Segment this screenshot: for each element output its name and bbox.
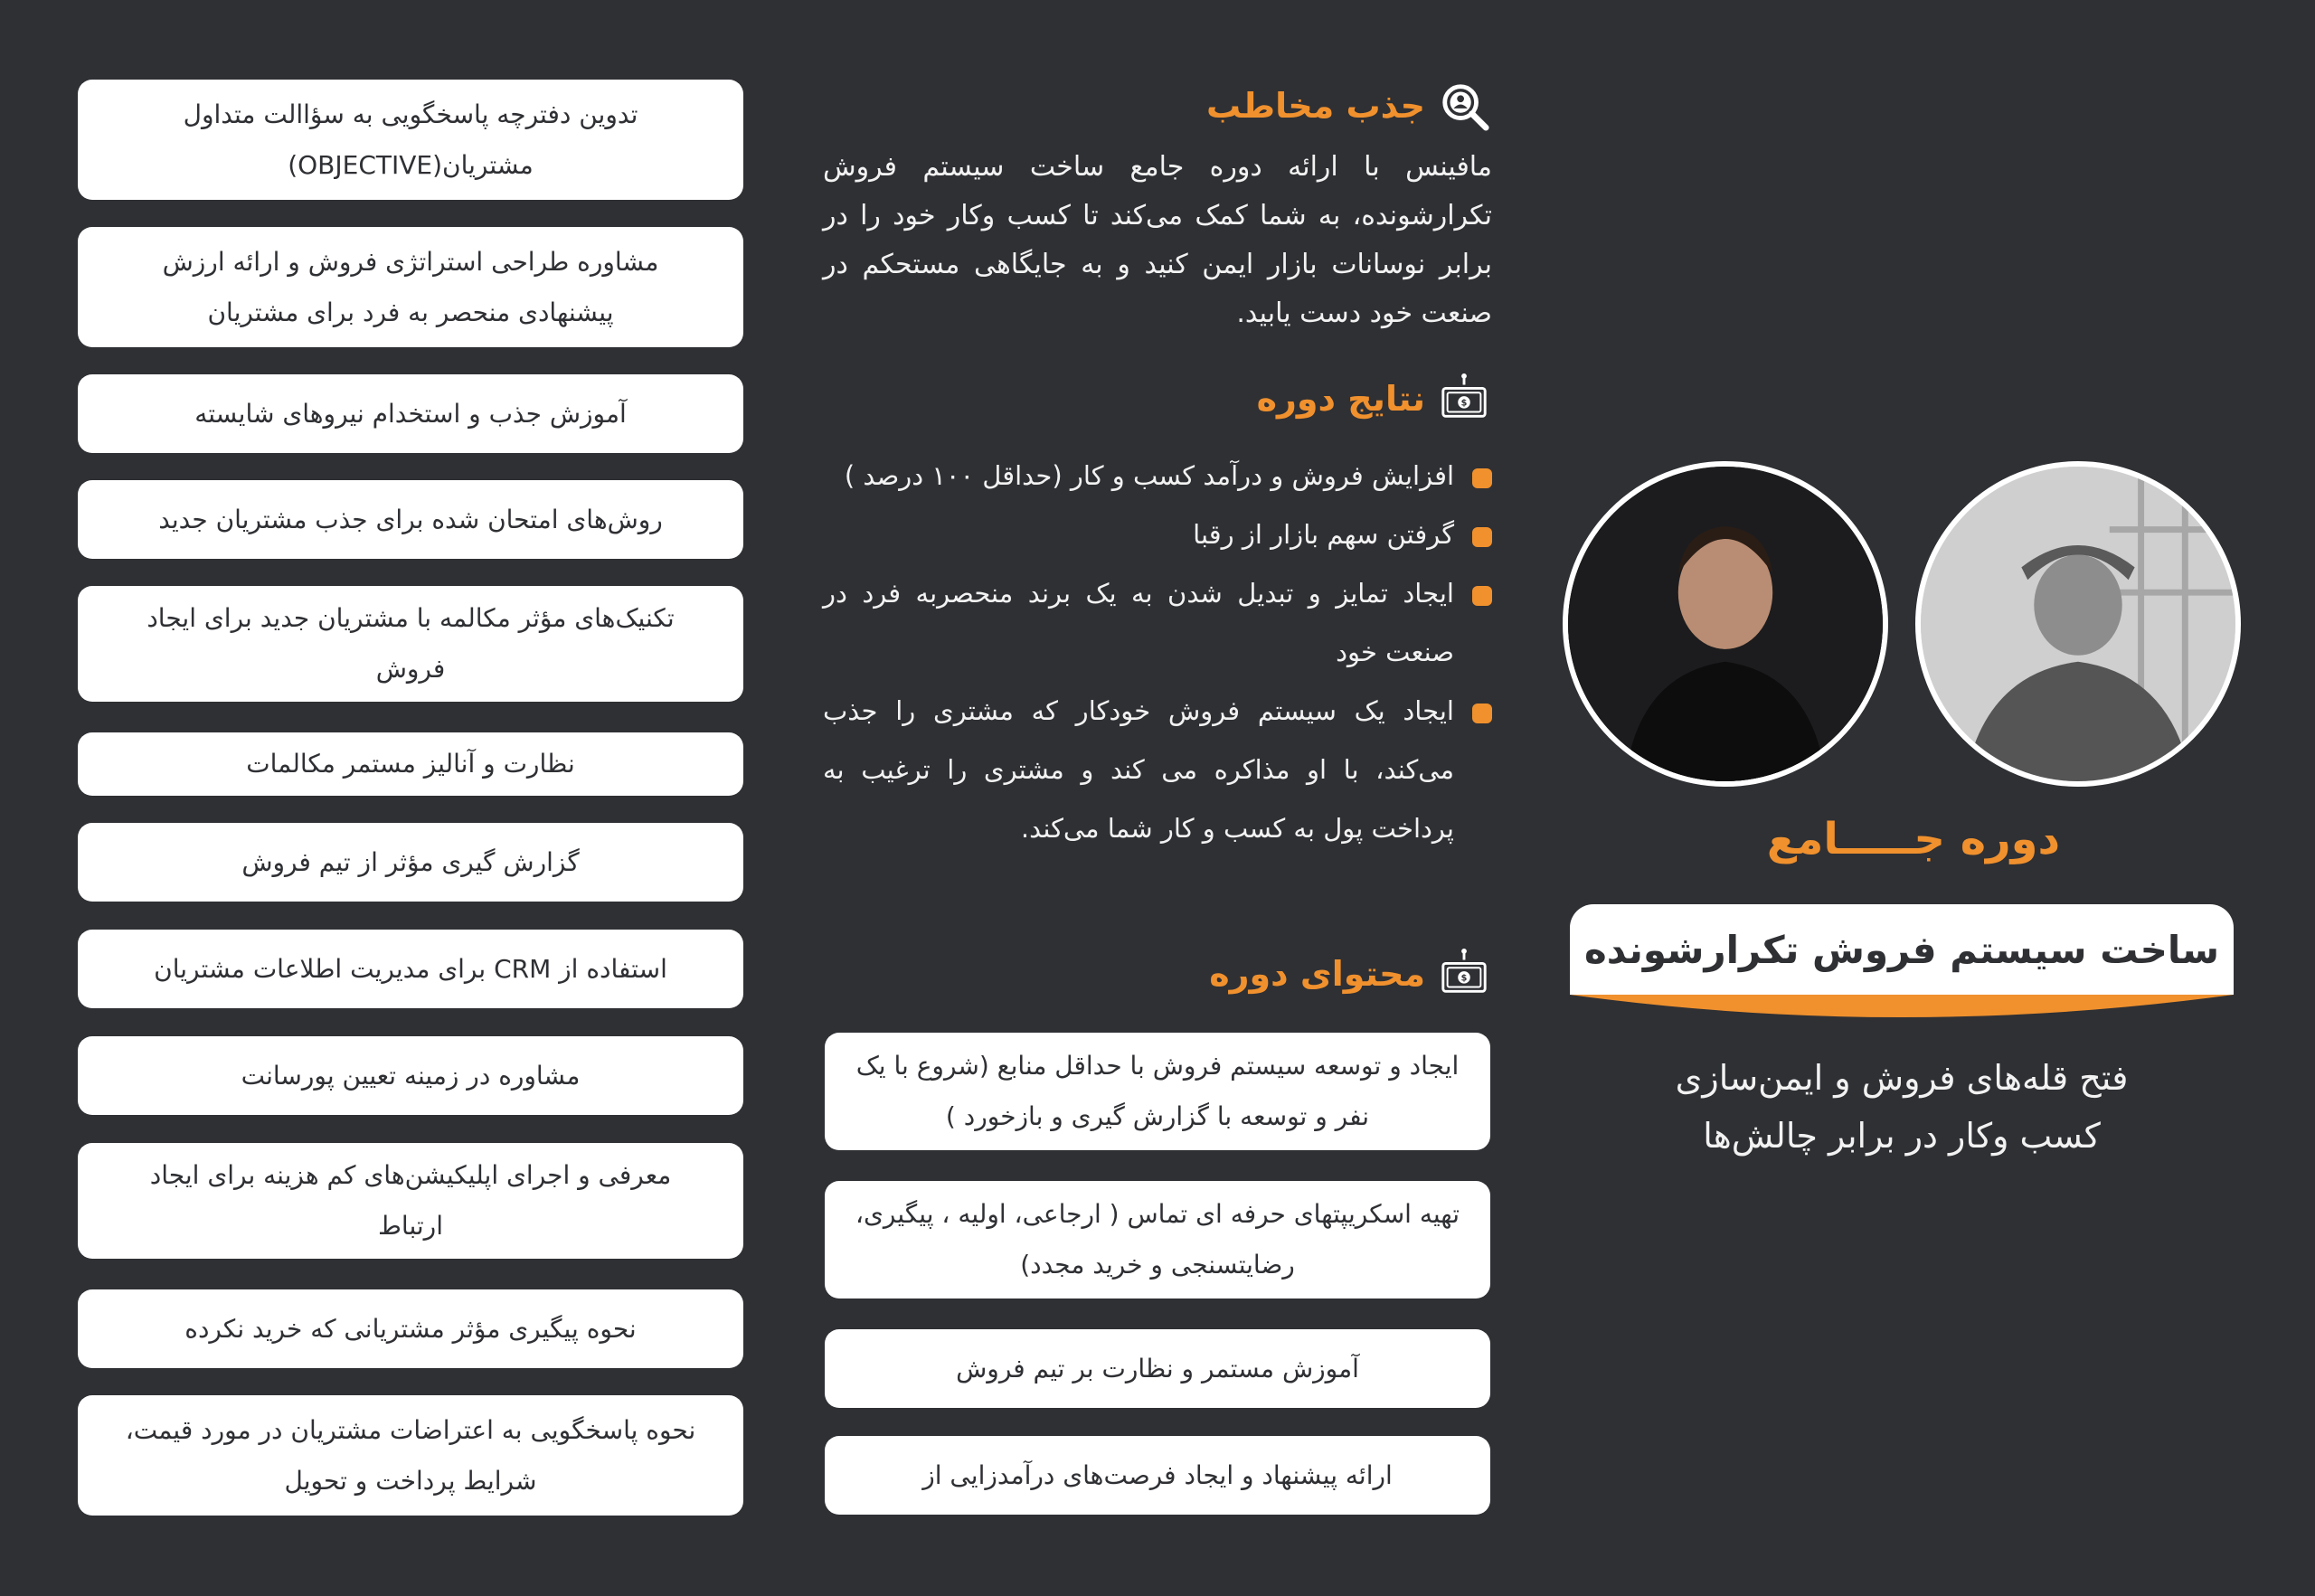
instructor-photo-young — [1563, 461, 1888, 787]
about-paragraph: مافینس با ارائه دوره جامع ساخت سیستم فروش تکرارشونده، به شما کمک می‌کند تا کسب وکار خود را در برابر نوسانات بازار ایمن کنید و به جایگاهی مستحکم در صنعت خود دست یابید. — [823, 151, 1492, 329]
person-icon — [1921, 467, 2235, 781]
result-text: گرفتن سهم بازار از رقبا — [1193, 519, 1454, 550]
bullet-square-icon — [1472, 704, 1492, 723]
content-item: ارائه پیشنهاد و ایجاد فرصت‌های درآمدزایی از — [825, 1436, 1490, 1515]
results-title-text: نتایج دوره — [1256, 379, 1425, 419]
topic-item: نحوه پیگیری مؤثر مشتریانی که خرید نکرده — [78, 1289, 743, 1368]
list-item — [823, 564, 1492, 682]
topic-item: معرفی و اجرای اپلیکیشن‌های کم هزینه برای ایجاد ارتباط — [78, 1143, 743, 1259]
svg-text:$: $ — [1460, 398, 1468, 409]
topic-item: روش‌های امتحان شده برای جذب مشتریان جدید — [78, 480, 743, 559]
person-icon — [1568, 467, 1883, 781]
results-list — [823, 447, 1492, 858]
content-item: آموزش مستمر و نظارت بر تیم فروش — [825, 1329, 1490, 1408]
about-title-text: جذب مخاطب — [1206, 86, 1425, 126]
topic-item: نظارت و آنالیز مستمر مکالمات — [78, 732, 743, 796]
bullet-square-icon — [1472, 586, 1492, 606]
content-section-title — [1209, 948, 1490, 1000]
list-item — [823, 682, 1492, 858]
result-text: افزایش فروش و درآمد کسب و کار (حداقل ۱۰۰ درصد ) — [844, 460, 1454, 491]
topic-item: مشاوره در زمینه تعیین پورسانت — [78, 1036, 743, 1115]
list-item — [823, 505, 1492, 564]
instructor-photo-senior — [1915, 461, 2241, 787]
course-title: ساخت سیستم فروش تکرارشونده — [1584, 927, 2219, 972]
course-subtitle-line: فتح قله‌های فروش و ایمن‌سازی — [1675, 1058, 2129, 1098]
results-section-title — [1257, 373, 1490, 425]
bullet-square-icon — [1472, 468, 1492, 488]
topic-item: آموزش جذب و استخدام نیروهای شایسته — [78, 374, 743, 453]
magnifier-user-icon — [1438, 80, 1490, 132]
about-section-title — [1206, 80, 1490, 132]
course-kicker: دوره جـــــامع — [1766, 814, 2061, 864]
list-item — [823, 447, 1492, 505]
result-text: ایجاد تمایز و تبدیل شدن به یک برند منحصربه فرد در صنعت خود — [823, 578, 1454, 667]
result-text: ایجاد یک سیستم فروش خودکار که مشتری را جذب می‌کند، با او مذاکره می کند و مشتری را ترغیب به پرداخت پول به کسب و کار شما می‌کند. — [823, 695, 1454, 844]
money-icon — [1438, 373, 1490, 425]
money-icon — [1438, 948, 1490, 1000]
bullet-square-icon — [1472, 527, 1492, 547]
course-subtitle-line: کسب وکار در برابر چالش‌ها — [1703, 1116, 2101, 1156]
course-title-banner — [1570, 904, 2234, 995]
content-item: ایجاد و توسعه سیستم فروش با حداقل منابع (شروع با یک نفر و توسعه با گزارش گیری و بازخورد ) — [825, 1033, 1490, 1150]
banner-accent-shape — [1570, 995, 2234, 1027]
svg-text:$: $ — [1460, 973, 1468, 984]
content-item: تهیه اسکریپتهای حرفه ای تماس ( ارجاعی، اولیه ، پیگیری، رضایتسنجی و خرید مجدد) — [825, 1181, 1490, 1299]
course-subtitle — [1570, 1049, 2234, 1165]
topic-item: تدوین دفترچه پاسخگویی به سؤاالت متداول مشتریان(OBJECTIVE) — [78, 80, 743, 200]
topic-item: گزارش گیری مؤثر از تیم فروش — [78, 823, 743, 902]
topic-item: تکنیک‌های مؤثر مکالمه با مشتریان جدید برای ایجاد فروش — [78, 586, 743, 702]
topic-item: نحوه پاسخگویی به اعتراضات مشتریان در مورد قیمت، شرایط پرداخت و تحویل — [78, 1395, 743, 1516]
topic-item: مشاوره طراحی استراتژی فروش و ارائه ارزش پیشنهادی منحصر به فرد برای مشتریان — [78, 227, 743, 347]
topic-item: استفاده از CRM برای مدیریت اطلاعات مشتریان — [78, 930, 743, 1008]
content-title-text: محتوای دوره — [1209, 954, 1425, 994]
